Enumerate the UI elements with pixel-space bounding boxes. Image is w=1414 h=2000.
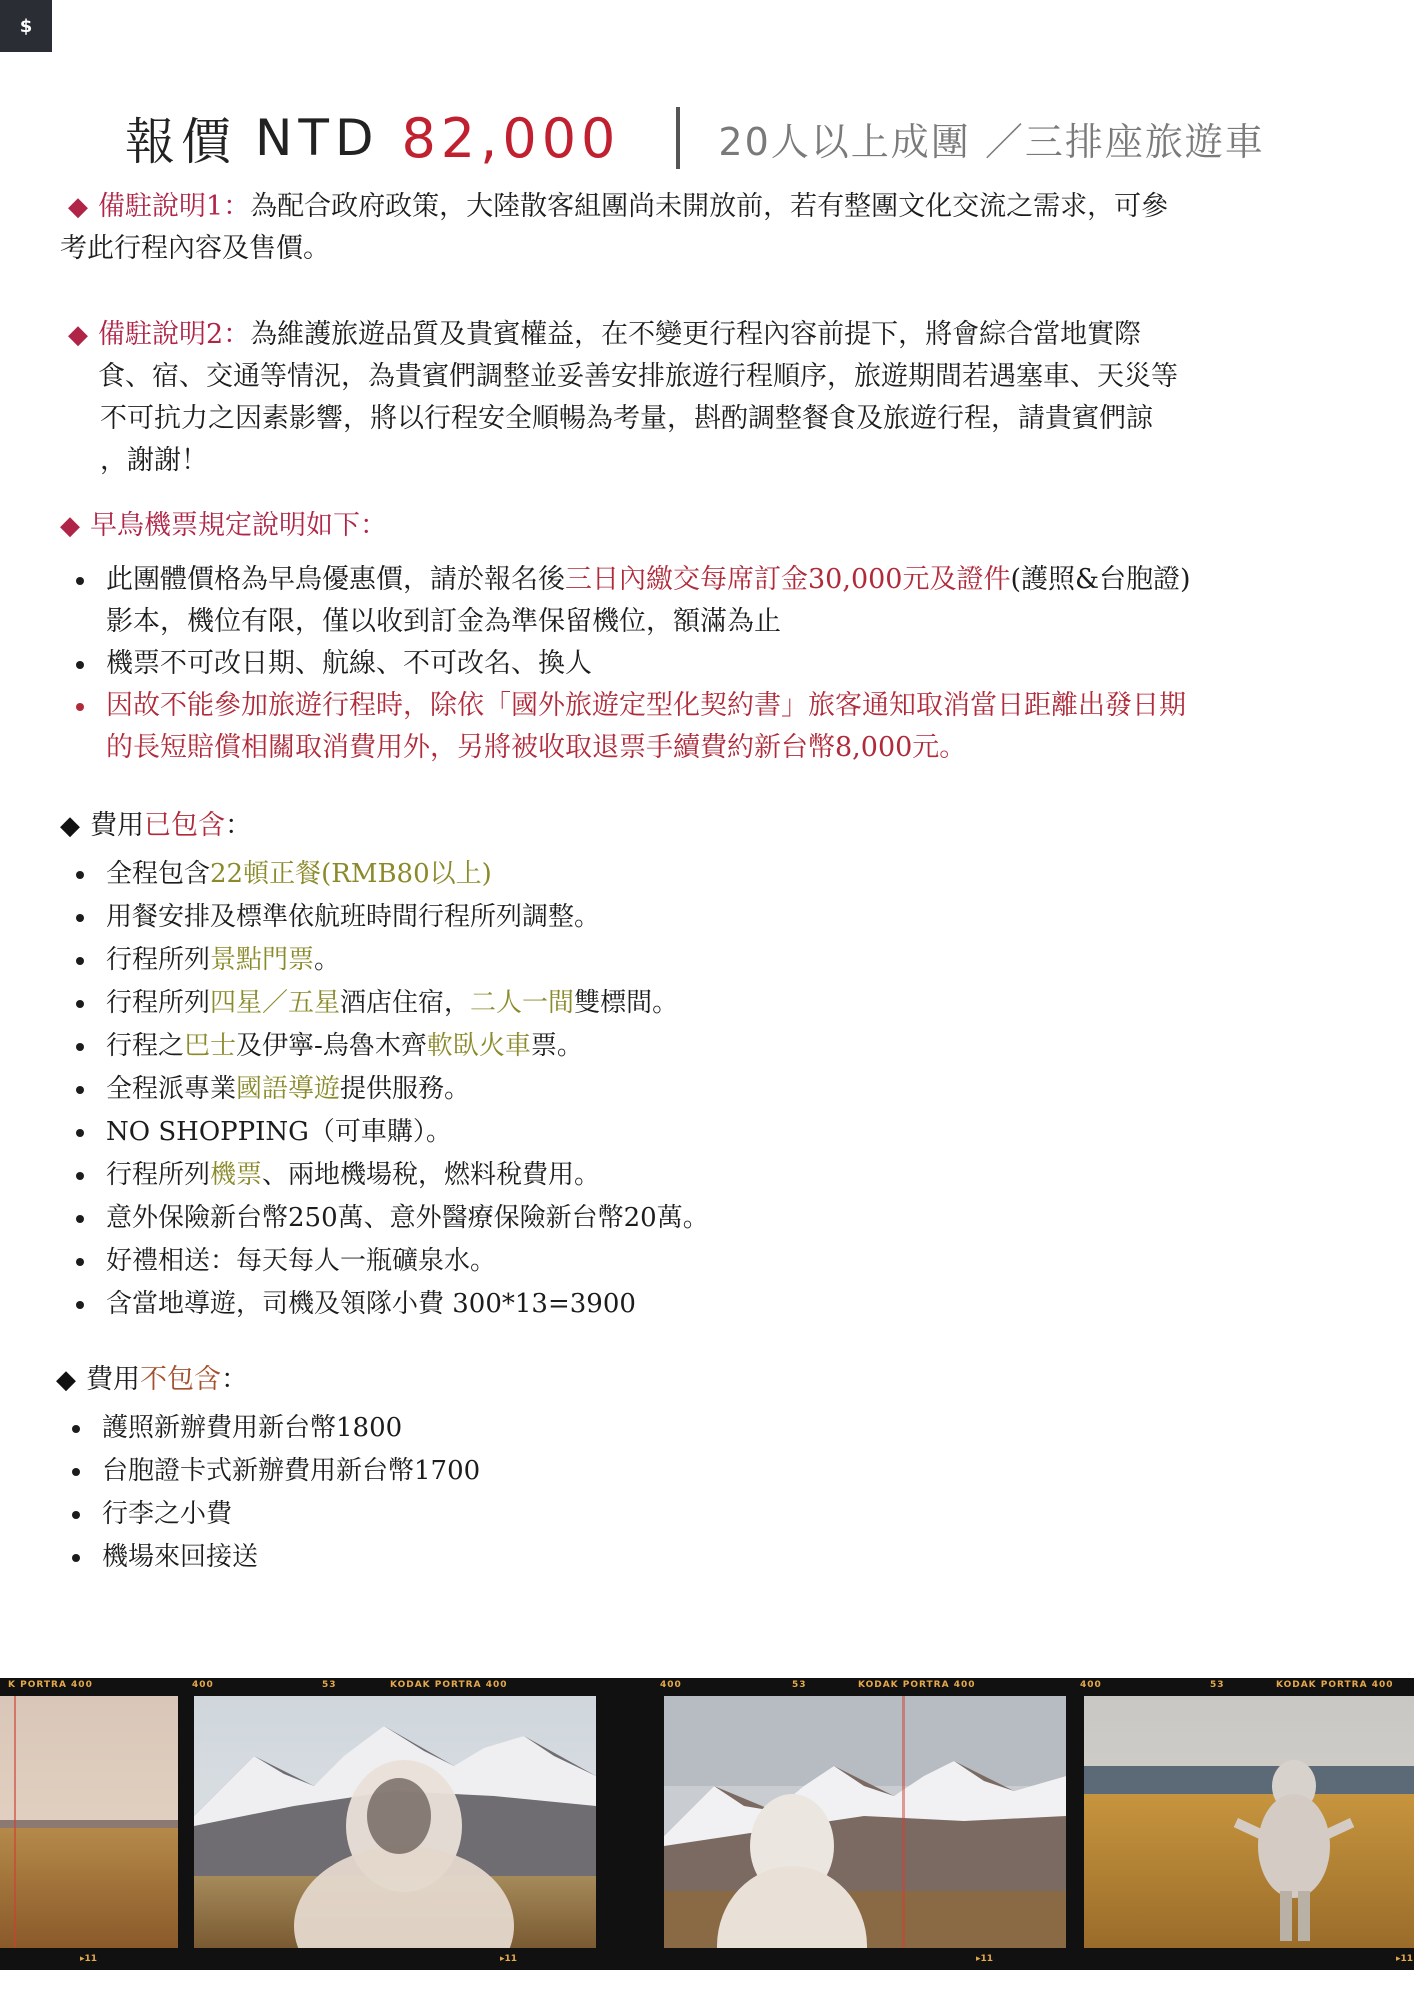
price-amount: 82,000	[401, 106, 621, 170]
inc-6-hl: 國語導遊	[236, 1074, 341, 1104]
inc-1-hl: 22頓正餐(RMB80以上)	[210, 859, 492, 889]
early-item-1-line2: 影本，機位有限，僅以收到訂金為準保留機位，額滿為止	[106, 606, 781, 637]
early-item-3-line2: 的長短賠償相關取消費用外，另將被收取退票手續費約新台幣8,000元。	[106, 732, 967, 763]
note-2-line-1: 為維護旅遊品質及貴賓權益，在不變更行程內容前提下，將會綜合當地實際	[250, 319, 1142, 350]
film-label: 400	[660, 1680, 682, 1690]
note-1-text: 為配合政府政策，大陸散客組團尚未開放前，若有整團文化交流之需求，可參	[250, 191, 1169, 222]
note-2-line-3: 不可抗力之因素影響，將以行程安全順暢為考量，斟酌調整餐食及旅遊行程，請貴賓們諒	[100, 403, 1153, 434]
diamond-icon: ◆	[68, 192, 88, 222]
note-1-text-line2: 考此行程內容及售價。	[60, 233, 330, 264]
list-item	[60, 559, 1370, 643]
inc-8-pre: 行程所列	[106, 1160, 211, 1190]
header-divider	[676, 107, 680, 169]
diamond-icon: ◆	[60, 511, 80, 541]
price-word: 報價	[125, 113, 237, 171]
list-item: 含當地導遊，司機及領隊小費 300*13=3900	[60, 1283, 1370, 1326]
inc-4-hl2: 二人一間	[470, 988, 575, 1018]
list-item	[60, 1154, 1370, 1197]
inc-1-pre: 全程包含	[106, 859, 211, 889]
photo-snow-mountain-figure	[664, 1696, 1066, 1948]
note-2-line-4: ，謝謝！	[100, 445, 208, 476]
note-2-line-2: 食、宿、交通等情況，為貴賓們調整並妥善安排旅遊行程順序，旅遊期間若遇塞車、天災等	[98, 361, 1178, 392]
diamond-icon: ◆	[56, 1365, 76, 1395]
inc-4-mid: 酒店住宿，	[340, 988, 471, 1018]
film-strip	[0, 1678, 1414, 1970]
film-label: 400	[1080, 1680, 1102, 1690]
film-label: 53	[1210, 1680, 1225, 1690]
list-item: 意外保險新台幣250萬、意外醫療保險新台幣20萬。	[60, 1197, 1370, 1240]
inc-5-post: 票。	[530, 1031, 583, 1061]
list-item	[60, 685, 1370, 769]
note-1-label: 備駐說明1：	[98, 191, 251, 222]
photo-mountain-figure	[194, 1696, 596, 1948]
list-item: 好禮相送：每天每人一瓶礦泉水。	[60, 1240, 1370, 1283]
diamond-icon: ◆	[60, 811, 80, 841]
film-label: KODAK PORTRA 400	[858, 1680, 976, 1690]
early-item-3-line1: 因故不能參加旅遊行程時，除依「國外旅遊定型化契約書」旅客通知取消當日距離出發日期	[106, 690, 1186, 721]
film-label: 400	[192, 1680, 214, 1690]
note-2-label: 備駐說明2：	[98, 319, 251, 350]
included-section	[60, 805, 1370, 1326]
inc-6-pre: 全程派專業	[106, 1074, 237, 1104]
inc-5-hl: 巴士	[184, 1031, 237, 1061]
early-item-1-highlight: 三日內繳交每席訂金30,000元及證件	[565, 564, 1011, 595]
list-item: 機場來回接送	[56, 1536, 1366, 1579]
film-label: 53	[322, 1680, 337, 1690]
included-title-post: ：	[225, 810, 252, 841]
excluded-title-pre: 費用	[86, 1364, 140, 1395]
inc-3-post: 。	[314, 945, 341, 975]
inc-4-hl: 四星／五星	[210, 988, 341, 1018]
film-frame-number: ▸11	[976, 1954, 994, 1964]
list-item: NO SHOPPING（可車購）。	[60, 1111, 1370, 1154]
film-frame-number: ▸11	[1396, 1954, 1414, 1964]
early-item-1-post: (護照&台胞證)	[1010, 564, 1191, 595]
list-item: 護照新辦費用新台幣1800	[56, 1407, 1366, 1450]
excluded-title-post: ：	[221, 1364, 248, 1395]
list-item	[60, 939, 1370, 982]
film-label: KODAK PORTRA 400	[1276, 1680, 1394, 1690]
inc-4-post: 雙標間。	[574, 988, 679, 1018]
price-currency: NTD	[255, 109, 380, 167]
included-title-highlight: 已包含	[144, 810, 225, 841]
inc-4-pre: 行程所列	[106, 988, 211, 1018]
excluded-section	[56, 1359, 1366, 1579]
inc-8-post: 、兩地機場稅，燃料稅費用。	[262, 1160, 601, 1190]
list-item: 台胞證卡式新辦費用新台幣1700	[56, 1450, 1366, 1493]
film-frame-number: ▸11	[500, 1954, 518, 1964]
list-item: 用餐安排及標準依航班時間行程所列調整。	[60, 896, 1370, 939]
price-header	[125, 98, 1365, 178]
inc-3-hl: 景點門票	[210, 945, 315, 975]
early-bird-section	[60, 505, 1370, 769]
inc-5-pre: 行程之	[106, 1031, 185, 1061]
corner-badge: $	[0, 0, 52, 52]
note-1	[60, 186, 1370, 270]
inc-8-hl: 機票	[210, 1160, 263, 1190]
price-subtitle: 20人以上成團 ／三排座旅遊車	[718, 119, 1265, 164]
excluded-title-highlight: 不包含	[140, 1364, 221, 1395]
diamond-icon: ◆	[68, 320, 88, 350]
inc-5-hl2: 軟臥火車	[426, 1031, 531, 1061]
photo-grassland-left	[0, 1696, 178, 1948]
early-item-1-pre: 此團體價格為早鳥優惠價，請於報名後	[106, 564, 565, 595]
list-item: 機票不可改日期、航線、不可改名、換人	[60, 643, 1370, 685]
photo-grassland-child	[1084, 1696, 1414, 1948]
film-label: KODAK PORTRA 400	[390, 1680, 508, 1690]
inc-5-mid: 及伊寧-烏魯木齊	[236, 1031, 427, 1061]
included-title-pre: 費用	[90, 810, 144, 841]
inc-6-post: 提供服務。	[340, 1074, 471, 1104]
note-2	[60, 314, 1370, 482]
film-label: 53	[792, 1680, 807, 1690]
list-item	[60, 1068, 1370, 1111]
early-bird-title: 早鳥機票規定說明如下：	[90, 510, 387, 541]
inc-3-pre: 行程所列	[106, 945, 211, 975]
list-item	[60, 853, 1370, 896]
list-item	[60, 982, 1370, 1025]
list-item	[60, 1025, 1370, 1068]
film-label: K PORTRA 400	[8, 1680, 93, 1690]
list-item: 行李之小費	[56, 1493, 1366, 1536]
film-frame-number: ▸11	[80, 1954, 98, 1964]
